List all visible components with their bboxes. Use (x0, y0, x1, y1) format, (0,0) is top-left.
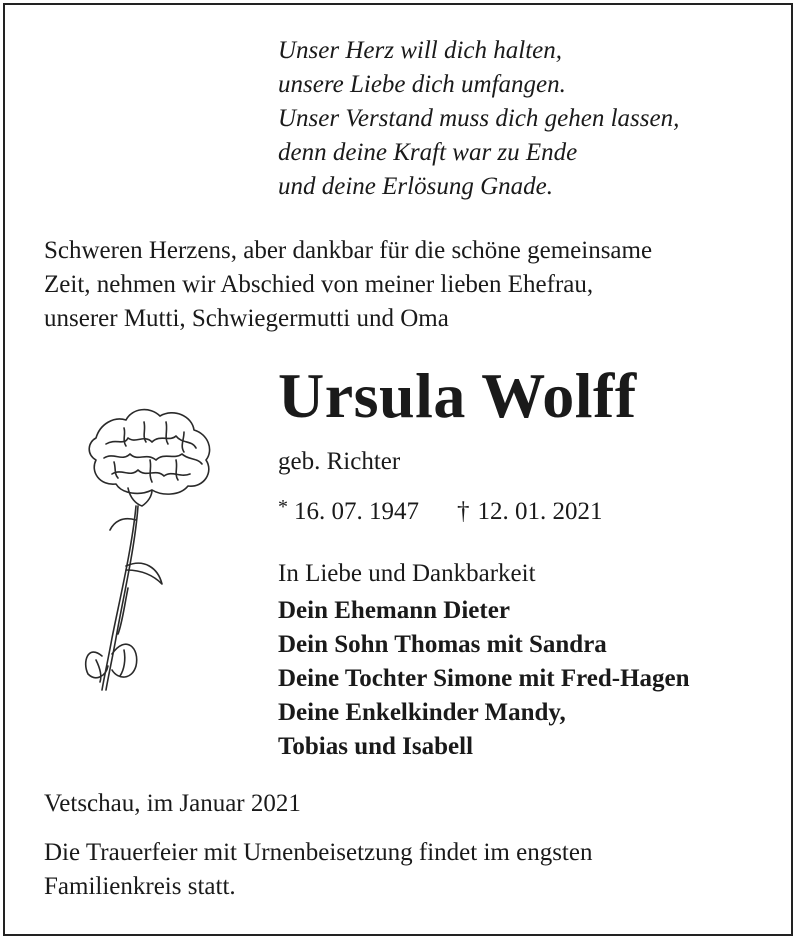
birth-symbol: * (278, 496, 288, 518)
poem-line: unsere Liebe dich umfangen. (278, 71, 566, 98)
mourner: Deine Tochter Simone mit Fred-Hagen (278, 665, 690, 692)
poem (278, 34, 679, 204)
notice-line: Familienkreis statt. (44, 873, 236, 900)
maiden-name: geb. Richter (278, 448, 401, 475)
mourners-list (278, 594, 690, 764)
intro-line: Zeit, nehmen wir Abschied von meiner lieben Ehefrau, (44, 271, 594, 298)
place-date: Vetschau, im Januar 2021 (44, 790, 301, 817)
closing-phrase: In Liebe und Dankbarkeit (278, 560, 536, 587)
intro-text (44, 234, 652, 336)
poem-line: Unser Verstand muss dich gehen lassen, (278, 105, 680, 132)
death-symbol: † (457, 498, 470, 525)
intro-line: unserer Mutti, Schwiegermutti und Oma (44, 305, 449, 332)
notice-line: Die Trauerfeier mit Urnenbeisetzung findet im engsten (44, 839, 593, 866)
intro-line: Schweren Herzens, aber dankbar für die schöne gemeinsame (44, 237, 653, 264)
poem-line: Unser Herz will dich halten, (278, 37, 563, 64)
death-date: 12. 01. 2021 (477, 498, 603, 525)
deceased-name: Ursula Wolff (278, 360, 637, 431)
poem-line: denn deine Kraft war zu Ende (278, 139, 578, 166)
birth-date: 16. 07. 1947 (294, 498, 419, 525)
mourner: Dein Sohn Thomas mit Sandra (278, 631, 607, 658)
mourner: Dein Ehemann Dieter (278, 597, 510, 624)
funeral-notice (44, 836, 592, 904)
mourner: Deine Enkelkinder Mandy, (278, 699, 566, 726)
carnation-icon (66, 398, 242, 698)
life-dates (278, 491, 603, 528)
poem-line: und deine Erlösung Gnade. (278, 173, 553, 200)
mourner: Tobias und Isabell (278, 733, 474, 760)
